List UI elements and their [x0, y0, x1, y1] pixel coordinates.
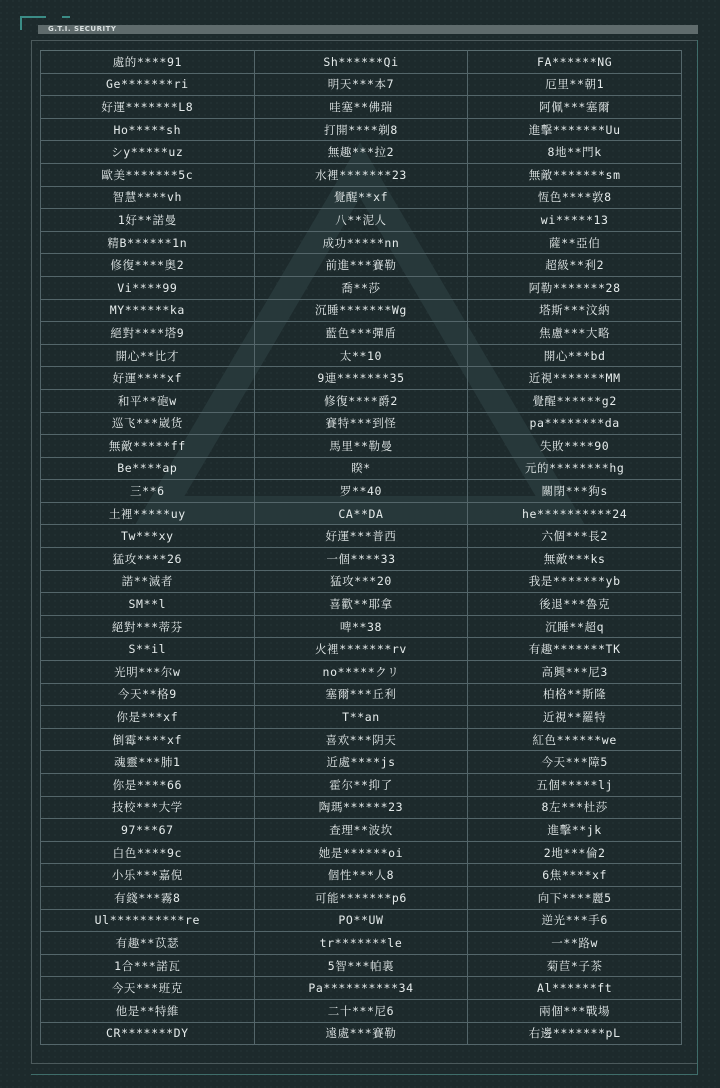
table-row [41, 51, 682, 74]
name-cell: 阿勒*******28 [468, 276, 682, 299]
name-cell: 技校***大学 [41, 796, 255, 819]
name-cell: 高興***尼3 [468, 661, 682, 684]
name-cell: 焦慮***大略 [468, 322, 682, 345]
name-cell: 失敗****90 [468, 435, 682, 458]
name-cell: FA******NG [468, 51, 682, 74]
name-cell: Vi****99 [41, 276, 255, 299]
name-cell: T**an [254, 706, 468, 729]
name-cell: no*****クリ [254, 661, 468, 684]
table-row [41, 525, 682, 548]
name-cell: 菊苣*子茶 [468, 954, 682, 977]
name-cell: 太**10 [254, 344, 468, 367]
table-row [41, 322, 682, 345]
name-cell: S**il [41, 638, 255, 661]
name-cell: 修復****爵2 [254, 389, 468, 412]
name-cell: 塔斯***汶納 [468, 299, 682, 322]
name-cell: MY******ka [41, 299, 255, 322]
table-row [41, 276, 682, 299]
name-cell: シy*****uz [41, 141, 255, 164]
table-row [41, 593, 682, 616]
name-cell: 打開****剃8 [254, 118, 468, 141]
name-cell: 沉睡*******Wg [254, 299, 468, 322]
table-row [41, 706, 682, 729]
table-row [41, 73, 682, 96]
name-cell: 關閉***狗s [468, 480, 682, 503]
name-cell: 霍尔**抑了 [254, 774, 468, 797]
name-cell: CR*******DY [41, 1022, 255, 1045]
name-cell: 處的****91 [41, 51, 255, 74]
name-cell: 倒霉****xf [41, 728, 255, 751]
name-cell: 2地***倫2 [468, 841, 682, 864]
name-cell: 阿佩***塞爾 [468, 96, 682, 119]
name-cell: 小乐***嘉倪 [41, 864, 255, 887]
name-cell: Sh******Qi [254, 51, 468, 74]
name-cell: 8左***杜莎 [468, 796, 682, 819]
name-cell: 可能*******p6 [254, 886, 468, 909]
name-cell: 開心**比才 [41, 344, 255, 367]
header-title: G.T.I. SECURITY [48, 25, 117, 33]
name-cell: 超級**利2 [468, 254, 682, 277]
frame-edge [31, 1074, 698, 1075]
table-row [41, 412, 682, 435]
corner-mark [62, 16, 70, 18]
name-cell: 水裡*******23 [254, 163, 468, 186]
name-cell: 近視*******MM [468, 367, 682, 390]
name-cell: 陶瑪******23 [254, 796, 468, 819]
name-cell: 她是******oi [254, 841, 468, 864]
table-row [41, 141, 682, 164]
name-grid [40, 50, 682, 1045]
table-row [41, 457, 682, 480]
name-cell: 恆色****敦8 [468, 186, 682, 209]
name-cell: 智慧****vh [41, 186, 255, 209]
table-row [41, 435, 682, 458]
name-cell: 無敵*******sm [468, 163, 682, 186]
name-cell: 巡飞***崴货 [41, 412, 255, 435]
name-cell: 開心***bd [468, 344, 682, 367]
name-cell: Ho*****sh [41, 118, 255, 141]
table-row [41, 548, 682, 571]
name-cell: 光明***尔w [41, 661, 255, 684]
name-cell: 魂靈***肺1 [41, 751, 255, 774]
name-cell: 今天***障5 [468, 751, 682, 774]
name-cell: 修復****奥2 [41, 254, 255, 277]
table-row [41, 389, 682, 412]
table-row [41, 751, 682, 774]
table-row [41, 841, 682, 864]
name-cell: Al******ft [468, 977, 682, 1000]
name-cell: 喬**莎 [254, 276, 468, 299]
table-row [41, 615, 682, 638]
name-cell: 我是*******yb [468, 570, 682, 593]
frame-edge [697, 40, 698, 1075]
name-cell: 查理**波坎 [254, 819, 468, 842]
name-cell: Ge*******ri [41, 73, 255, 96]
name-cell: CA**DA [254, 502, 468, 525]
table-row [41, 570, 682, 593]
table-row [41, 774, 682, 797]
name-cell: 五個*****lj [468, 774, 682, 797]
name-cell: 兩個***戰場 [468, 999, 682, 1022]
table-row [41, 796, 682, 819]
name-cell: 啤**38 [254, 615, 468, 638]
name-cell: 三**6 [41, 480, 255, 503]
table-row [41, 480, 682, 503]
name-cell: 9連*******35 [254, 367, 468, 390]
name-cell: 二十***尼6 [254, 999, 468, 1022]
table-row [41, 299, 682, 322]
name-cell: 個性***人8 [254, 864, 468, 887]
name-cell: 歐美*******5c [41, 163, 255, 186]
name-cell: 一**路w [468, 932, 682, 955]
name-cell: 哇塞**佛瑞 [254, 96, 468, 119]
name-cell: 他是**特維 [41, 999, 255, 1022]
header-bar [38, 25, 698, 34]
table-row [41, 954, 682, 977]
name-cell: 向下****麗5 [468, 886, 682, 909]
table-row [41, 209, 682, 232]
name-cell: 沉睡**超q [468, 615, 682, 638]
name-cell: 厄里**朝1 [468, 73, 682, 96]
name-cell: 猛攻****26 [41, 548, 255, 571]
table-row [41, 231, 682, 254]
name-cell: 後退***魯克 [468, 593, 682, 616]
name-cell: 元的********hg [468, 457, 682, 480]
name-cell: 6焦****xf [468, 864, 682, 887]
name-cell: 你是***xf [41, 706, 255, 729]
name-cell: 賽特***到怪 [254, 412, 468, 435]
name-cell: wi*****13 [468, 209, 682, 232]
name-cell: 馬里**勒曼 [254, 435, 468, 458]
name-cell: 今天***班克 [41, 977, 255, 1000]
table-row [41, 186, 682, 209]
name-cell: 5智***帕裏 [254, 954, 468, 977]
name-cell: 無趣***拉2 [254, 141, 468, 164]
name-cell: 前進***賽勒 [254, 254, 468, 277]
name-cell: SM**l [41, 593, 255, 616]
table-row [41, 367, 682, 390]
name-cell: tr*******le [254, 932, 468, 955]
name-cell: 喜欢***阴天 [254, 728, 468, 751]
table-row [41, 977, 682, 1000]
table-row [41, 661, 682, 684]
name-cell: 絕對****塔9 [41, 322, 255, 345]
name-cell: 逆光***手6 [468, 909, 682, 932]
table-row [41, 118, 682, 141]
name-cell: 無敵***ks [468, 548, 682, 571]
name-cell: 有趣**苡瑟 [41, 932, 255, 955]
table-row [41, 999, 682, 1022]
table-row [41, 886, 682, 909]
name-cell: 紅色******we [468, 728, 682, 751]
table-row [41, 96, 682, 119]
name-cell: 猛攻***20 [254, 570, 468, 593]
table-row [41, 163, 682, 186]
name-cell: 絕對***蒂芬 [41, 615, 255, 638]
name-cell: 藍色***彈盾 [254, 322, 468, 345]
name-cell: 睽* [254, 457, 468, 480]
name-cell: 進擊*******Uu [468, 118, 682, 141]
name-cell: he**********24 [468, 502, 682, 525]
name-cell: 進擊**jk [468, 819, 682, 842]
name-cell: pa********da [468, 412, 682, 435]
name-cell: 薩**亞伯 [468, 231, 682, 254]
name-cell: 罗**40 [254, 480, 468, 503]
name-cell: 遠處***賽勒 [254, 1022, 468, 1045]
name-cell: Pa**********34 [254, 977, 468, 1000]
name-cell: 喜歡**耶拿 [254, 593, 468, 616]
name-cell: 1好**諾曼 [41, 209, 255, 232]
name-cell: PO**UW [254, 909, 468, 932]
name-cell: 塞爾***丘利 [254, 683, 468, 706]
name-cell: 無敵*****ff [41, 435, 255, 458]
name-cell: 柏格**斯隆 [468, 683, 682, 706]
name-cell: 97***67 [41, 819, 255, 842]
name-cell: 成功*****nn [254, 231, 468, 254]
table-row [41, 344, 682, 367]
name-cell: 好運****xf [41, 367, 255, 390]
name-cell: 諾**滅者 [41, 570, 255, 593]
name-cell: 精B******1n [41, 231, 255, 254]
name-cell: 好運***普西 [254, 525, 468, 548]
name-cell: 六個***長2 [468, 525, 682, 548]
name-cell: 近視**羅特 [468, 706, 682, 729]
name-cell: 白色****9c [41, 841, 255, 864]
table-row [41, 254, 682, 277]
name-cell: 明天***本7 [254, 73, 468, 96]
table-row [41, 502, 682, 525]
name-cell: 土裡*****uy [41, 502, 255, 525]
name-cell: 好運*******L8 [41, 96, 255, 119]
name-cell: 覺醒******g2 [468, 389, 682, 412]
name-cell: 今天**格9 [41, 683, 255, 706]
name-cell: Tw***xy [41, 525, 255, 548]
table-row [41, 638, 682, 661]
name-cell: 8地**門k [468, 141, 682, 164]
table-row [41, 909, 682, 932]
name-cell: 火裡*******rv [254, 638, 468, 661]
table-row [41, 1022, 682, 1045]
name-cell: 有趣*******TK [468, 638, 682, 661]
name-cell: 八**泥人 [254, 209, 468, 232]
name-cell: 覺醒**xf [254, 186, 468, 209]
table-row [41, 864, 682, 887]
name-cell: Ul**********re [41, 909, 255, 932]
name-cell: 1合***諾瓦 [41, 954, 255, 977]
name-cell: Be****ap [41, 457, 255, 480]
name-cell: 一個****33 [254, 548, 468, 571]
name-cell: 和平**砲w [41, 389, 255, 412]
name-cell: 近處****js [254, 751, 468, 774]
name-cell: 有錢***霧8 [41, 886, 255, 909]
name-cell: 右邊*******pL [468, 1022, 682, 1045]
table-row [41, 683, 682, 706]
table-row [41, 728, 682, 751]
table-row [41, 819, 682, 842]
name-cell: 你是****66 [41, 774, 255, 797]
table-row [41, 932, 682, 955]
